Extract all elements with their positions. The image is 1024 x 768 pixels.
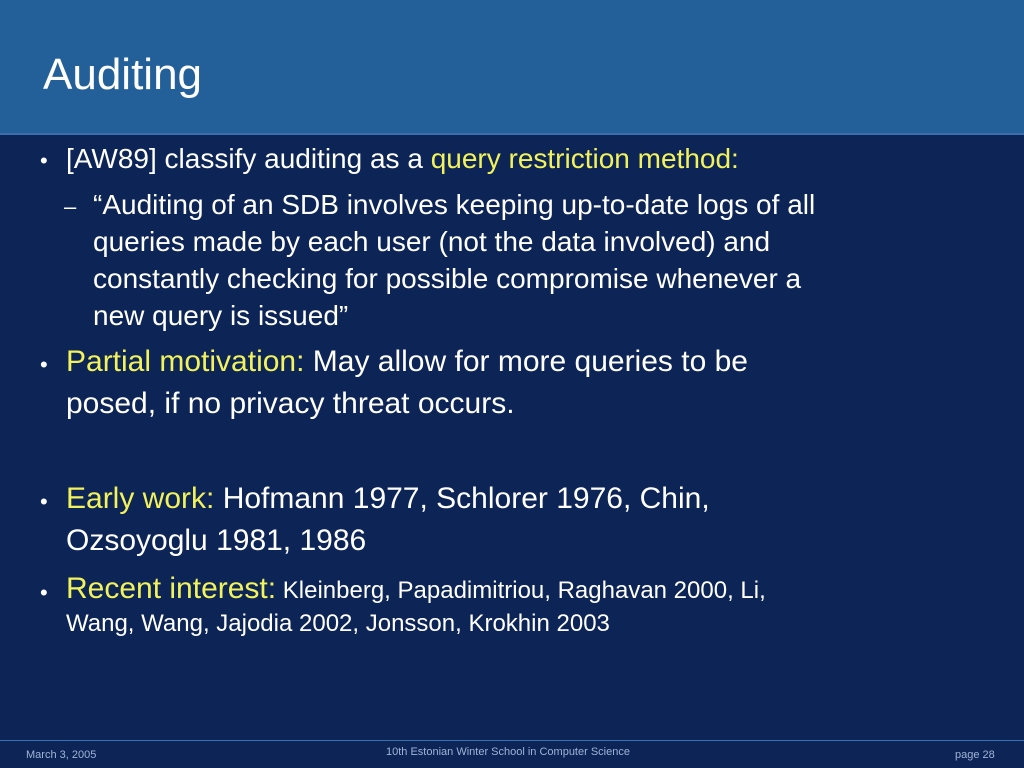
footer-page-number: page 28 [955, 749, 995, 761]
bullet-marker: • [40, 580, 48, 605]
bullet-accent: Recent interest: [66, 572, 277, 605]
slide-title: Auditing [43, 50, 203, 99]
sub-bullet-line: “Auditing of an SDB involves keeping up-to-date logs of all [93, 189, 816, 220]
bullet-marker: • [40, 352, 48, 377]
bullet-continuation: posed, if no privacy threat occurs. [66, 387, 515, 420]
bullet-marker: • [40, 148, 48, 173]
sub-bullet-line: new query is issued” [93, 300, 349, 331]
bullet-continuation: Wang, Wang, Jajodia 2002, Jonsson, Krokhin 2003 [66, 610, 610, 637]
bullet-accent: Early work: [66, 482, 215, 515]
footer-date: March 3, 2005 [26, 749, 97, 761]
sub-bullet-marker: – [64, 194, 77, 219]
bullet-partial-motivation [66, 342, 748, 382]
bullet-accent: query restriction method: [430, 143, 739, 174]
sub-bullet-line: queries made by each user (not the data involved) and [93, 226, 771, 257]
footer-divider [0, 740, 1024, 741]
bullet-aw89 [66, 140, 739, 177]
bullet-accent: Partial motivation: [66, 345, 305, 378]
bullet-text: Kleinberg, Papadimitriou, Raghavan 2000, Li, [276, 577, 766, 604]
bullet-early-work [66, 479, 710, 519]
footer-center-title: 10th Estonian Winter School in Computer Science [386, 746, 630, 758]
bullet-text: May allow for more queries to be [304, 345, 748, 378]
sub-bullet-line: constantly checking for possible compromise whenever a [93, 263, 802, 294]
bullet-text: Hofmann 1977, Schlorer 1976, Chin, [214, 482, 710, 515]
bullet-continuation: Ozsoyoglu 1981, 1986 [66, 524, 367, 557]
bullet-marker: • [40, 489, 48, 514]
bullet-text: [AW89] classify auditing as a [66, 143, 431, 174]
